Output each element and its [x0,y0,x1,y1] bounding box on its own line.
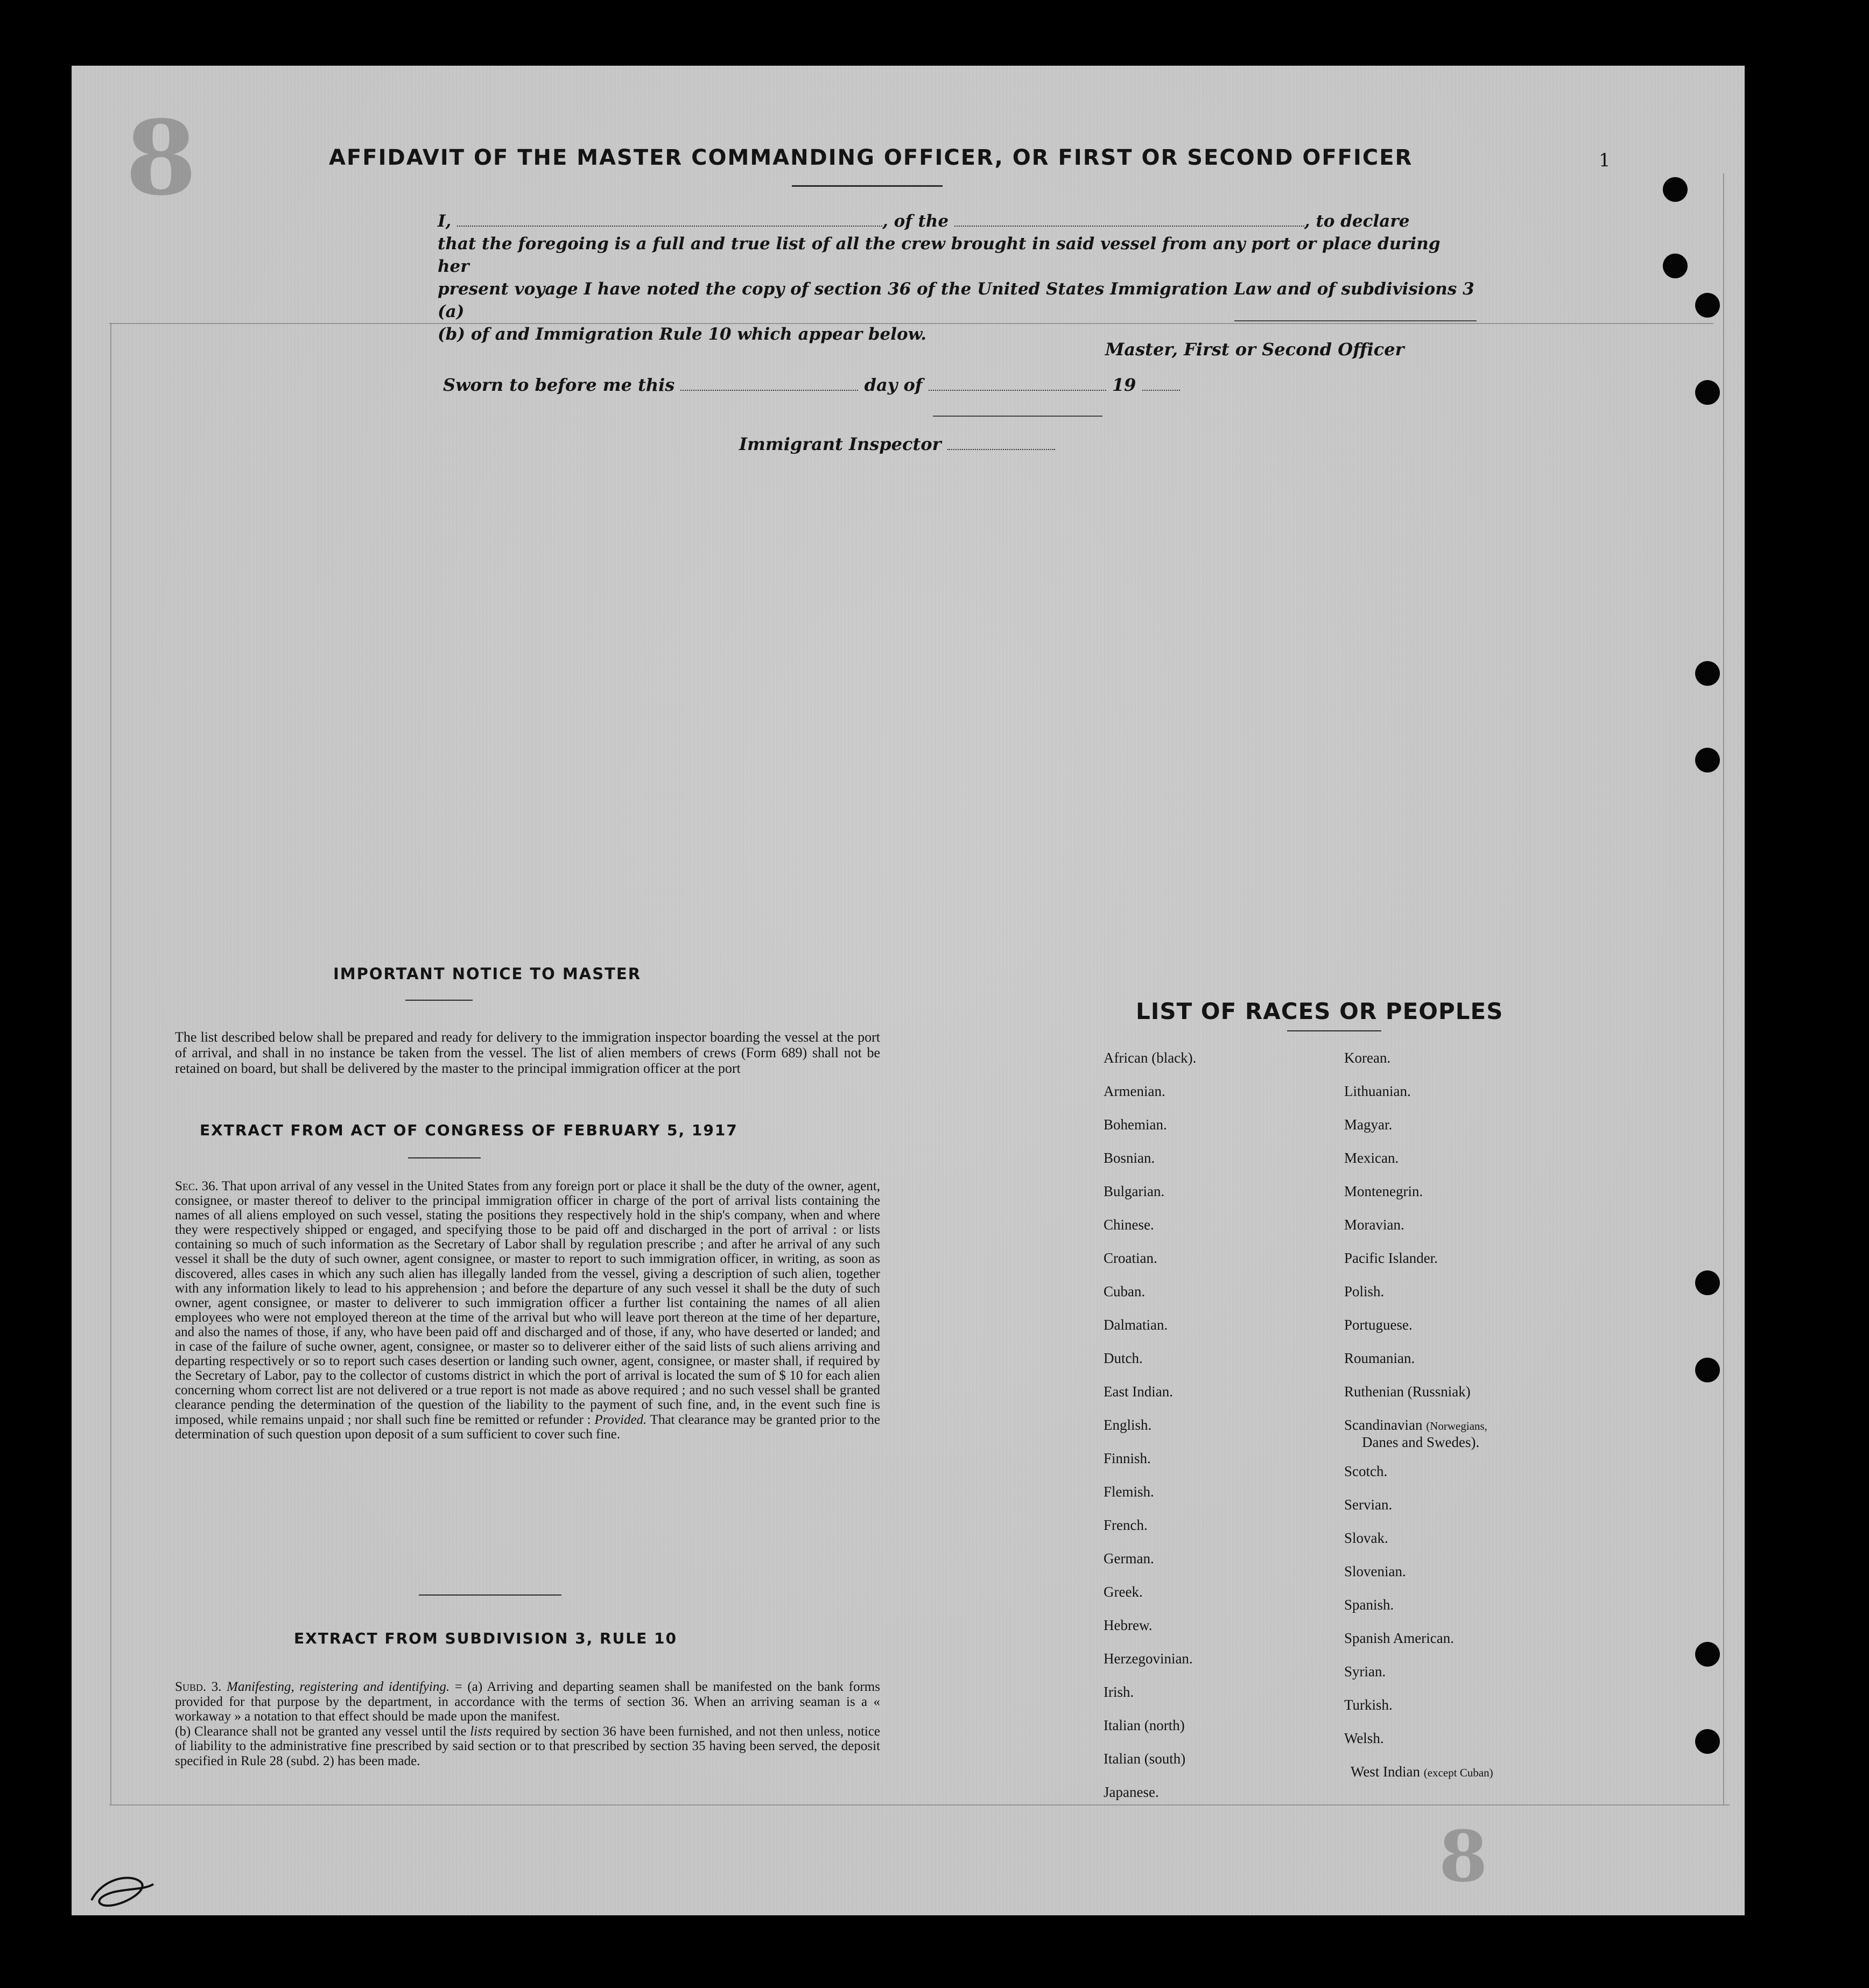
affidavit-body [438,210,1477,346]
punch-hole [1695,1270,1720,1295]
rule-title: EXTRACT FROM SUBDIVISION 3, RULE 10 [294,1629,677,1647]
signature-label: Master, First or Second Officer [1105,339,1404,360]
race-item: Servian. [1344,1497,1393,1513]
title-rule [792,185,943,187]
race-item: Scotch. [1344,1463,1388,1479]
act-rule [408,1157,481,1158]
sworn-month-blank[interactable] [929,390,1106,391]
vessel-name-blank[interactable] [954,226,1304,227]
affidavit-line-2: that the foregoing is a full and true list of all the crew brought in said vessel from any port or place during her [438,234,1441,276]
rule-text [175,1680,880,1769]
affidavit-line-4: (b) of and Immigration Rule 10 which appear below. [438,325,927,344]
race-item: Spanish. [1344,1597,1394,1613]
rule-text-b-start: (b) Clearance shall not be granted any vessel until the [175,1724,467,1739]
act-text [175,1179,880,1442]
sworn-day-label: day of [864,375,923,395]
race-item-label: Scandinavian [1344,1417,1423,1433]
document-sheet [72,66,1745,1915]
race-item-note-line: Danes and Swedes). [1362,1434,1480,1450]
rule-subd: Subd. 3. [175,1680,222,1694]
act-provided: Provided. [594,1412,647,1427]
race-item: Croatian. [1104,1250,1157,1266]
race-item: African (black). [1104,1050,1197,1066]
race-item: Dutch. [1104,1350,1143,1366]
race-item: Bohemian. [1104,1116,1167,1133]
race-item-note: (Norwegians, [1426,1420,1487,1432]
punch-hole [1695,1729,1720,1754]
affidavit-title: AFFIDAVIT OF THE MASTER COMMANDING OFFICER, OR FIRST OR SECOND OFFICER [329,145,1413,170]
race-item: Dalmatian. [1104,1317,1168,1333]
bleed-line [1723,173,1724,1804]
inspector-blank[interactable] [947,449,1055,450]
inspector-signature-line[interactable] [933,416,1102,417]
race-item-west-indian [1351,1764,1493,1780]
signature-line[interactable] [1234,320,1477,321]
race-item: Moravian. [1344,1217,1404,1233]
punch-hole [1695,661,1720,686]
race-item-note: (except Cuban) [1423,1766,1493,1779]
race-item: Lithuanian. [1344,1083,1411,1099]
race-item: German. [1104,1550,1154,1566]
race-item: Irish. [1104,1684,1134,1700]
races-rule [1287,1030,1381,1031]
rule-text-b-lists: lists [470,1724,492,1739]
bleed-line [110,323,111,1804]
race-item: Korean. [1344,1050,1391,1066]
race-item: East Indian. [1104,1383,1173,1400]
race-item: Slovak. [1344,1530,1388,1546]
race-item: Portuguese. [1344,1317,1413,1333]
rule-subd-title: Manifesting, registering and identifying. [227,1680,450,1694]
declarant-name-blank[interactable] [457,226,882,227]
corner-mark: 1 [1599,150,1611,171]
race-item: Pacific Islander. [1344,1250,1438,1266]
act-body: That upon arrival of any vessel in the United States from any foreign port or place it shall be the duty of the owner, agent, consignee, or master thereof to deliver to the principal immigration officer in charge of the port of arrival lists containing the names of all aliens employed on such vessel, stating the positions they respectively hold in the ship's company, when and where they were respectively shipped or engaged, and specifying those to be paid off and discharged in the port of arrival : or lists containing so much of such information as the Secretary of Labor shall by regulation prescribe ; and after he arrival of any such vessel it shall be the duty of such owner, agent consignee, or master to report to such immigration officer, in writing, as soon as discovered, alles cases in which any such alien has illegally landed from the vessel, giving a description of such alien, together with any information likely to lead to his apprehension ; and before the departure of any such vessel it shall be the duty of such owner, agent consignee, or master to deliverer to such immigration officer a further list containing the names of all alien employees who were not employed thereon at the time of the arrival but who will leave port thereon at the time of her departure, and also the names of those, if any, who have been paid off and discharged and of those, if any, who have deserted or landed; and in case of the failure of suche owner, agent, consignee, or master so to deliverer either of the said lists of such aliens arriving and departing respectively or so to report such cases desertion or landing such owner, agent, consignee, or master shall, if required by the Secretary of Labor, pay to the collector of customs district in which the port of arrival is located the sum of $ 10 for each alien concerning whom correct list are not delivered or a true report is not made as above required ; and no such vessel shall be granted clearance pending the determination of the question of the liability to the payment of such fine, and, in the event such fine is imposed, while remains unpaid ; nor shall such fine be remitted or refunder : [175,1179,880,1427]
inspector-label: Immigrant Inspector [739,434,941,454]
race-item: Japanese. [1104,1784,1159,1800]
race-item: Spanish American. [1344,1630,1454,1646]
rule-paragraph-b [175,1724,880,1769]
race-item: Turkish. [1344,1697,1393,1713]
ghost-page-number: 8 [125,98,197,218]
race-item: Cuban. [1104,1283,1146,1299]
act-end-rule [419,1594,561,1596]
race-item-scandinavian [1344,1417,1487,1434]
race-item: Welsh. [1344,1730,1384,1746]
punch-hole [1663,254,1688,278]
declare-label: , to declare [1304,212,1410,231]
act-body-end: That clearance may be granted prior to the determination of such question upon deposit of a sum sufficient to cover such fine. [175,1412,880,1442]
handwritten-mark [86,1868,161,1916]
race-item: French. [1104,1517,1148,1533]
punch-hole [1695,380,1720,405]
declarant-label: I, [438,212,452,231]
race-item: Mexican. [1344,1150,1399,1166]
race-item-label: West Indian [1351,1764,1421,1780]
sworn-year-label: 19 [1112,375,1136,395]
race-item: English. [1104,1417,1152,1433]
act-title: EXTRACT FROM ACT OF CONGRESS OF FEBRUARY 5, 1917 [200,1121,738,1139]
race-item: Herzegovinian. [1104,1650,1193,1667]
race-item: Hebrew. [1104,1617,1153,1633]
sworn-label: Sworn to before me this [443,375,675,395]
race-item: Armenian. [1104,1083,1165,1099]
notice-title: IMPORTANT NOTICE TO MASTER [333,965,642,983]
punch-hole [1663,177,1688,202]
rule-text-b-end: required by section 36 have been furnished, and not then unless, notice of liability to the administrative fine prescribed by said section or to that prescribed by section 35 having been served, the deposit specified in Rule 28 (subd. 2) has been made. [175,1724,881,1768]
notice-text: The list described below shall be prepared and ready for delivery to the immigration inspector boarding the vessel at the port of arrival, and shall in no instance be taken from the vessel. The list of alien members of crews (Form 689) shall not be retained on board, but shall be delivered by the master to the principal immigration officer at the port [175,1029,880,1076]
vessel-label: , of the [882,212,949,231]
race-item: Finnish. [1104,1450,1151,1466]
punch-hole [1695,748,1720,772]
race-item: Magyar. [1344,1116,1393,1133]
notice-rule [405,1000,473,1001]
affidavit-line-3: present voyage I have noted the copy of section 36 of the United States Immigration Law and of subdivisions 3 (a) [438,279,1474,321]
punch-hole [1695,1358,1720,1382]
races-title: LIST OF RACES OR PEOPLES [1136,998,1503,1024]
inspector-line [739,434,1055,454]
race-item: Bulgarian. [1104,1183,1165,1199]
race-item: Chinese. [1104,1217,1154,1233]
punch-hole [1695,1642,1720,1667]
affidavit-line-1 [438,210,1477,233]
race-item: Italian (south) [1104,1751,1186,1767]
sworn-line [443,375,1180,395]
race-item: Syrian. [1344,1663,1386,1680]
race-item: Greek. [1104,1584,1143,1600]
rule-text-a: = (a) Arriving and departing seamen shall be manifested on the bank forms provided for that purpose by the department, in accordance with the terms of section 36. When an arriving seaman is a « workaway » a notation to that effect should be made upon the manifest. [175,1680,880,1724]
race-item: Flemish. [1104,1484,1154,1500]
bleed-line [109,1804,1730,1806]
sworn-day-blank[interactable] [680,390,858,391]
punch-hole [1695,293,1720,318]
race-item: Slovenian. [1344,1563,1406,1579]
ghost-page-number-bottom: 8 [1439,1815,1488,1898]
race-item: Bosnian. [1104,1150,1155,1166]
sworn-year-blank[interactable] [1142,390,1180,391]
race-item: Italian (north) [1104,1717,1185,1733]
rule-paragraph-a [175,1680,880,1724]
race-item: Polish. [1344,1283,1385,1299]
race-item: Montenegrin. [1344,1183,1423,1199]
act-section: Sec. 36. [175,1179,219,1193]
race-item: Ruthenian (Russniak) [1344,1383,1471,1400]
race-item: Roumanian. [1344,1350,1415,1366]
